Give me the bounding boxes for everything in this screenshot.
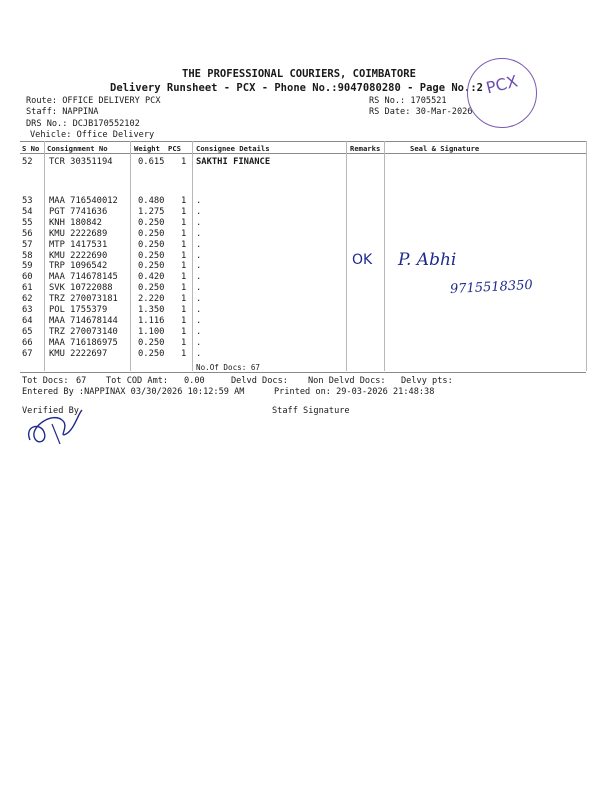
table-row-pcs: 1 — [181, 250, 187, 261]
table-row-weight: 0.250 — [138, 217, 165, 228]
company-title: THE PROFESSIONAL COURIERS, COIMBATORE — [182, 68, 416, 80]
table-row-weight: 0.250 — [138, 228, 165, 239]
table-row-consignee: . — [196, 272, 202, 283]
table-row-pcs: 1 — [181, 305, 187, 315]
table-row-weight: 0.615 — [138, 157, 165, 167]
table-row-consignee: SAKTHI FINANCE — [196, 157, 271, 167]
table-row-pcs: 1 — [181, 217, 187, 228]
verifier-initials — [22, 404, 92, 450]
table-row-sno: 53 — [22, 196, 33, 206]
table-row-weight: 0.250 — [138, 283, 165, 294]
table-row-pcs: 1 — [181, 228, 187, 239]
table-row-weight: 0.250 — [138, 348, 165, 359]
table-row-consignment: TRZ 270073140 — [49, 326, 118, 337]
table-row-pcs: 1 — [181, 283, 187, 294]
table-row-consignment: POL 1755379 — [49, 305, 108, 315]
runsheet-subtitle: Delivery Runsheet - PCX - Phone No.:9047080280 - Page No.:2 — [110, 82, 483, 94]
table-row-weight: 0.480 — [138, 196, 165, 206]
pcx-stamp — [467, 58, 537, 128]
table-row-consignee: . — [196, 326, 202, 337]
delvy-pts-label: Delvy pts: — [401, 376, 453, 386]
table-row-pcs: 1 — [181, 261, 187, 272]
table-row-sno: 66 — [22, 337, 33, 348]
table-row-pcs: 1 — [181, 337, 187, 348]
table-row-consignment: KMU 2222697 — [49, 348, 108, 359]
table-row-pcs: 1 — [181, 348, 187, 359]
table-row-consignee: . — [196, 206, 202, 217]
table-row-sno: 60 — [22, 272, 33, 283]
table-row-pcs: 1 — [181, 315, 187, 326]
no-of-docs: No.Of Docs: 67 — [196, 363, 261, 372]
table-row-sno: 54 — [22, 206, 33, 217]
table-row-sno: 63 — [22, 305, 33, 315]
table-row-weight: 1.275 — [138, 206, 165, 217]
table-row-consignee: . — [196, 239, 202, 250]
table-row-consignee: . — [196, 250, 202, 261]
table-row-consignment: TCR 30351194 — [49, 157, 113, 167]
table-row-consignee: . — [196, 283, 202, 294]
table-row-consignee: . — [196, 315, 202, 326]
stamp-text: PCX — [484, 71, 520, 98]
table-row-consignment: KMU 2222690 — [49, 250, 108, 261]
table-row-pcs: 1 — [181, 157, 187, 167]
handwritten-signature: P. Abhi — [398, 250, 457, 270]
table-row-pcs: 1 — [181, 294, 187, 305]
table-row-pcs: 1 — [181, 326, 187, 337]
table-row-sno: 61 — [22, 283, 33, 294]
table-row-pcs: 1 — [181, 196, 187, 206]
table-row-consignment: PGT 7741636 — [49, 206, 108, 217]
table-header-rule — [20, 153, 586, 154]
table-row-consignee: . — [196, 294, 202, 305]
table-row-sno: 55 — [22, 217, 33, 228]
table-row-consignment: MAA 714678144 — [49, 315, 118, 326]
col-header-consignment: Consignment No — [47, 144, 108, 153]
col-header-consignee: Consignee Details — [196, 144, 270, 153]
verified-by-label: Verified By — [22, 406, 79, 416]
col-divider — [384, 141, 385, 371]
table-row-weight: 2.220 — [138, 294, 165, 305]
table-row-sno: 58 — [22, 250, 33, 261]
table-row-sno: 64 — [22, 315, 33, 326]
table-bottom-rule — [20, 372, 586, 373]
route-label: Route: OFFICE DELIVERY PCX — [26, 96, 161, 106]
table-row-weight: 0.250 — [138, 250, 165, 261]
table-row-consignment: KMU 2222689 — [49, 228, 108, 239]
col-header-remarks: Remarks — [350, 144, 381, 153]
table-row-consignment: KNH 180842 — [49, 217, 102, 228]
table-row-sno: 56 — [22, 228, 33, 239]
table-row-weight: 0.420 — [138, 272, 165, 283]
table-row-pcs: 1 — [181, 206, 187, 217]
table-row-consignee: . — [196, 348, 202, 359]
col-divider — [44, 141, 45, 371]
handwritten-phone: 9715518350 — [449, 277, 534, 298]
table-row-consignee: . — [196, 305, 202, 315]
col-divider — [586, 141, 587, 371]
table-row-consignment: SVK 10722088 — [49, 283, 113, 294]
table-row-sno: 59 — [22, 261, 33, 272]
table-row-sno: 57 — [22, 239, 33, 250]
table-row-pcs: 1 — [181, 239, 187, 250]
table-row-weight: 1.350 — [138, 305, 165, 315]
table-row-consignee: . — [196, 196, 202, 206]
table-row-consignee: . — [196, 337, 202, 348]
tot-docs-value: 67 — [76, 376, 87, 386]
table-row-sno: 65 — [22, 326, 33, 337]
table-row-consignment: TRP 1096542 — [49, 261, 108, 272]
table-row-consignee: . — [196, 217, 202, 228]
table-row-consignee: . — [196, 228, 202, 239]
cod-label: Tot COD Amt: — [106, 376, 169, 386]
handwritten-ok: OK — [352, 252, 373, 268]
col-divider — [130, 141, 131, 371]
table-top-rule — [20, 141, 586, 142]
table-row-sno: 67 — [22, 348, 33, 359]
table-row-consignee: . — [196, 261, 202, 272]
table-row-consignment: MAA 716540012 — [49, 196, 118, 206]
table-row-weight: 0.250 — [138, 239, 165, 250]
table-row-consignment: MAA 714678145 — [49, 272, 118, 283]
tot-docs-label: Tot Docs: — [22, 376, 69, 386]
col-divider — [346, 141, 347, 371]
vehicle-label: Vehicle: Office Delivery — [30, 130, 155, 140]
table-row-sno: 52 — [22, 157, 33, 167]
non-delvd-docs-label: Non Delvd Docs: — [308, 376, 386, 386]
staff-signature-label: Staff Signature — [272, 406, 350, 416]
entered-by: Entered By :NAPPINAX 03/30/2026 10:12:59 AM — [22, 387, 245, 397]
drs-number: DRS No.: DCJB170552102 — [26, 119, 140, 129]
rs-date: RS Date: 30-Mar-2026 — [369, 107, 473, 117]
col-header-pcs: PCS — [168, 144, 181, 153]
col-header-weight: Weight — [134, 144, 160, 153]
delvd-docs-label: Delvd Docs: — [231, 376, 288, 386]
cod-value: 0.00 — [184, 376, 205, 386]
table-row-weight: 0.250 — [138, 337, 165, 348]
col-header-sno: S No — [22, 144, 40, 153]
rs-number: RS No.: 1705521 — [369, 96, 447, 106]
col-divider — [192, 141, 193, 371]
printed-on: Printed on: 29-03-2026 21:48:38 — [274, 387, 435, 397]
table-row-pcs: 1 — [181, 272, 187, 283]
table-row-consignment: MTP 1417531 — [49, 239, 108, 250]
table-row-weight: 1.100 — [138, 326, 165, 337]
table-row-consignment: MAA 716186975 — [49, 337, 118, 348]
col-header-seal-signature: Seal & Signature — [410, 144, 480, 153]
staff-label: Staff: NAPPINA — [26, 107, 99, 117]
table-row-weight: 1.116 — [138, 315, 165, 326]
table-row-consignment: TRZ 270073181 — [49, 294, 118, 305]
table-row-sno: 62 — [22, 294, 33, 305]
table-row-weight: 0.250 — [138, 261, 165, 272]
